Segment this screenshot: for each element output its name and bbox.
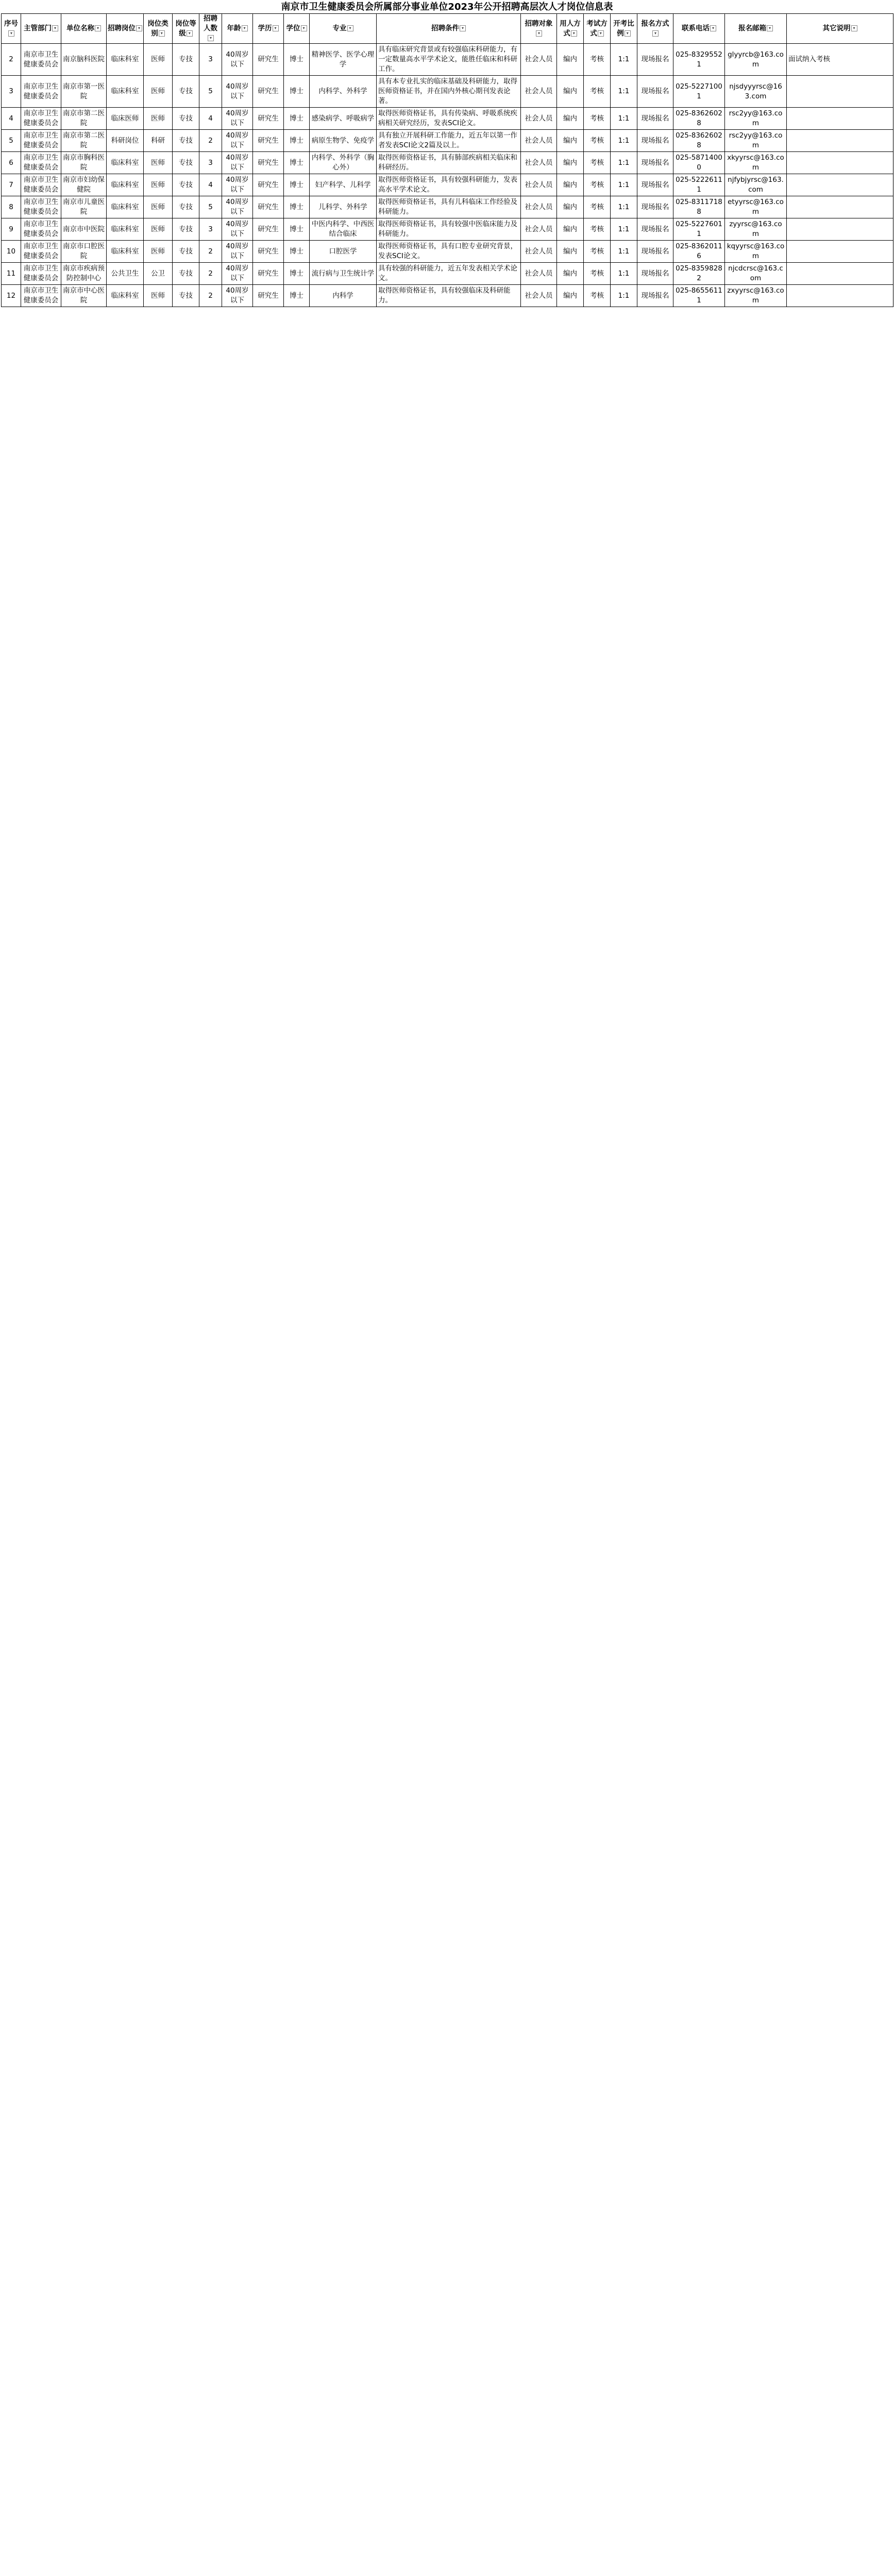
- column-header[interactable]: [521, 14, 557, 44]
- table-cell: 40周岁以下: [222, 108, 253, 130]
- table-cell: 取得医师资格证书，具有肺部疾病相关临床和科研经历。: [377, 152, 521, 174]
- table-cell: 40周岁以下: [222, 196, 253, 218]
- table-cell: 取得医师资格证书，具有较强临床及科研能力。: [377, 285, 521, 307]
- table-cell: 1:1: [611, 285, 637, 307]
- table-cell: 考核: [584, 44, 611, 76]
- table-cell: 025-83620116: [673, 241, 725, 263]
- table-cell: 专技: [173, 108, 199, 130]
- table-cell: 现场报名: [637, 285, 673, 307]
- table-cell: 1:1: [611, 174, 637, 196]
- table-cell: 临床医师: [107, 108, 144, 130]
- table-cell: 中医内科学、中西医结合临床: [310, 218, 377, 241]
- table-cell: 2: [199, 241, 222, 263]
- table-cell: 取得医师资格证书，具有传染病、呼吸系统疾病相关研究经历，发表SCI论文。: [377, 108, 521, 130]
- table-cell: 医师: [144, 174, 173, 196]
- table-cell: 博士: [284, 285, 310, 307]
- table-cell: 南京市卫生健康委员会: [21, 174, 61, 196]
- table-cell: 6: [2, 152, 21, 174]
- table-cell: 南京市卫生健康委员会: [21, 44, 61, 76]
- table-cell: 南京市疾病预防控制中心: [61, 263, 107, 285]
- table-row: [2, 241, 893, 263]
- table-cell: 具有独立开展科研工作能力，近五年以第一作者发表SCI论文2篇及以上。: [377, 130, 521, 152]
- table-cell: 2: [2, 44, 21, 76]
- table-cell: 10: [2, 241, 21, 263]
- table-cell: 内科学、外科学: [310, 76, 377, 108]
- table-cell: 7: [2, 174, 21, 196]
- table-row: [2, 130, 893, 152]
- column-header[interactable]: [144, 14, 173, 44]
- table-row: [2, 174, 893, 196]
- column-header[interactable]: [61, 14, 107, 44]
- table-cell: 南京市第一医院: [61, 76, 107, 108]
- table-cell: 医师: [144, 108, 173, 130]
- table-cell: 40周岁以下: [222, 130, 253, 152]
- table-cell: 编内: [557, 196, 584, 218]
- table-cell: [787, 196, 893, 218]
- column-header-label: 考试方式: [586, 19, 608, 38]
- table-cell: njsdyyyrsc@163.com: [725, 76, 787, 108]
- table-cell: 现场报名: [637, 196, 673, 218]
- table-cell: 具有本专业扎实的临床基础及科研能力，取得医师资格证书，并在国内外核心期刊发表论著。: [377, 76, 521, 108]
- table-cell: 5: [199, 196, 222, 218]
- table-cell: 临床科室: [107, 174, 144, 196]
- table-cell: 40周岁以下: [222, 174, 253, 196]
- table-cell: 南京市卫生健康委员会: [21, 218, 61, 241]
- table-cell: 考核: [584, 130, 611, 152]
- table-cell: 内科学、外科学（胸心外）: [310, 152, 377, 174]
- table-cell: 研究生: [253, 174, 284, 196]
- table-row: [2, 285, 893, 307]
- table-cell: 专技: [173, 152, 199, 174]
- table-cell: 研究生: [253, 130, 284, 152]
- table-cell: 博士: [284, 152, 310, 174]
- table-cell: zxyyrsc@163.com: [725, 285, 787, 307]
- table-cell: 南京市卫生健康委员会: [21, 108, 61, 130]
- column-header[interactable]: [199, 14, 222, 44]
- table-cell: 医师: [144, 285, 173, 307]
- column-header-label: 学位: [286, 24, 300, 32]
- table-cell: 面试纳入考核: [787, 44, 893, 76]
- column-header[interactable]: [725, 14, 787, 44]
- column-header-label: 开考比例: [613, 19, 634, 38]
- table-cell: 南京市卫生健康委员会: [21, 285, 61, 307]
- table-cell: 5: [2, 130, 21, 152]
- table-cell: 流行病与卫生统计学: [310, 263, 377, 285]
- table-cell: 现场报名: [637, 152, 673, 174]
- table-cell: 内科学: [310, 285, 377, 307]
- table-cell: 南京市卫生健康委员会: [21, 130, 61, 152]
- table-cell: 南京市儿童医院: [61, 196, 107, 218]
- table-cell: 社会人员: [521, 76, 557, 108]
- table-cell: 025-52226111: [673, 174, 725, 196]
- table-cell: 3: [2, 76, 21, 108]
- table-cell: 博士: [284, 108, 310, 130]
- filter-dropdown-icon[interactable]: ▾: [710, 25, 716, 31]
- table-cell: 3: [199, 218, 222, 241]
- table-cell: 专技: [173, 241, 199, 263]
- table-cell: 临床科室: [107, 218, 144, 241]
- table-row: [2, 196, 893, 218]
- table-cell: 临床科室: [107, 76, 144, 108]
- table-cell: 1:1: [611, 152, 637, 174]
- table-cell: 博士: [284, 196, 310, 218]
- table-row: [2, 44, 893, 76]
- table-cell: 现场报名: [637, 218, 673, 241]
- table-cell: 口腔医学: [310, 241, 377, 263]
- table-cell: 编内: [557, 130, 584, 152]
- table-cell: [787, 218, 893, 241]
- column-header[interactable]: [557, 14, 584, 44]
- table-cell: 医师: [144, 218, 173, 241]
- table-cell: 研究生: [253, 44, 284, 76]
- table-cell: [787, 130, 893, 152]
- table-cell: 具有临床研究背景或有较强临床科研能力，有一定数量高水平学术论文，能胜任临床和科研工作。: [377, 44, 521, 76]
- table-cell: 儿科学、外科学: [310, 196, 377, 218]
- table-cell: 研究生: [253, 76, 284, 108]
- column-header-label: 用人方式: [560, 19, 581, 38]
- filter-dropdown-icon[interactable]: ▾: [851, 25, 857, 31]
- table-cell: 南京市卫生健康委员会: [21, 241, 61, 263]
- table-cell: 博士: [284, 218, 310, 241]
- table-cell: 025-83598282: [673, 263, 725, 285]
- column-header[interactable]: [637, 14, 673, 44]
- table-cell: 40周岁以下: [222, 76, 253, 108]
- filter-dropdown-icon[interactable]: ▾: [273, 25, 279, 31]
- table-cell: 025-58714000: [673, 152, 725, 174]
- column-header[interactable]: [284, 14, 310, 44]
- table-cell: 3: [199, 44, 222, 76]
- table-cell: 考核: [584, 174, 611, 196]
- filter-dropdown-icon[interactable]: ▾: [652, 30, 659, 37]
- table-cell: 现场报名: [637, 44, 673, 76]
- table-cell: 3: [199, 152, 222, 174]
- column-header-label: 招聘对象: [525, 19, 553, 28]
- table-cell: 编内: [557, 44, 584, 76]
- table-cell: rsc2yy@163.com: [725, 108, 787, 130]
- table-cell: 考核: [584, 76, 611, 108]
- column-header-label: 招聘岗位: [108, 24, 136, 32]
- table-cell: 博士: [284, 263, 310, 285]
- column-header[interactable]: [611, 14, 637, 44]
- table-cell: 博士: [284, 241, 310, 263]
- filter-dropdown-icon[interactable]: ▾: [8, 30, 14, 37]
- table-cell: 南京市卫生健康委员会: [21, 263, 61, 285]
- column-header[interactable]: [222, 14, 253, 44]
- column-header-label: 报名方式: [641, 19, 669, 28]
- table-cell: 编内: [557, 108, 584, 130]
- table-cell: 12: [2, 285, 21, 307]
- table-cell: 专技: [173, 196, 199, 218]
- table-cell: 40周岁以下: [222, 263, 253, 285]
- table-cell: 南京市第二医院: [61, 130, 107, 152]
- table-cell: kqyyrsc@163.com: [725, 241, 787, 263]
- column-header-label: 其它说明: [822, 24, 851, 32]
- table-row: [2, 152, 893, 174]
- table-cell: 编内: [557, 285, 584, 307]
- table-cell: 编内: [557, 76, 584, 108]
- header-row: [2, 14, 893, 44]
- table-cell: 4: [199, 174, 222, 196]
- table-cell: 025-83626028: [673, 108, 725, 130]
- table-cell: 研究生: [253, 108, 284, 130]
- table-cell: 考核: [584, 196, 611, 218]
- table-cell: 取得医师资格证书，具有较强中医临床能力及科研能力。: [377, 218, 521, 241]
- table-cell: 病原生物学、免疫学: [310, 130, 377, 152]
- filter-dropdown-icon[interactable]: ▾: [208, 35, 214, 41]
- table-cell: 临床科室: [107, 241, 144, 263]
- column-header[interactable]: [107, 14, 144, 44]
- table-cell: 感染病学、呼吸病学: [310, 108, 377, 130]
- column-header[interactable]: [787, 14, 893, 44]
- table-cell: [787, 152, 893, 174]
- column-header-label: 年龄: [227, 24, 241, 32]
- filter-dropdown-icon[interactable]: ▾: [571, 30, 577, 37]
- filter-dropdown-icon[interactable]: ▾: [767, 25, 773, 31]
- table-cell: zyyrsc@163.com: [725, 218, 787, 241]
- table-cell: 40周岁以下: [222, 152, 253, 174]
- table-cell: [787, 108, 893, 130]
- table-body: [2, 44, 893, 307]
- table-cell: 南京市妇幼保健院: [61, 174, 107, 196]
- table-cell: 现场报名: [637, 76, 673, 108]
- column-header[interactable]: [173, 14, 199, 44]
- table-cell: 公共卫生: [107, 263, 144, 285]
- table-cell: 南京脑科医院: [61, 44, 107, 76]
- table-cell: 1:1: [611, 196, 637, 218]
- table-cell: 医师: [144, 152, 173, 174]
- filter-dropdown-icon[interactable]: ▾: [347, 25, 353, 31]
- filter-dropdown-icon[interactable]: ▾: [95, 25, 101, 31]
- column-header-label: 招聘条件: [431, 24, 459, 32]
- table-cell: 40周岁以下: [222, 241, 253, 263]
- filter-dropdown-icon[interactable]: ▾: [598, 30, 604, 37]
- table-cell: 南京市口腔医院: [61, 241, 107, 263]
- table-cell: 研究生: [253, 152, 284, 174]
- filter-dropdown-icon[interactable]: ▾: [625, 30, 631, 37]
- table-cell: 考核: [584, 285, 611, 307]
- table-cell: 025-83295521: [673, 44, 725, 76]
- table-cell: 妇产科学、儿科学: [310, 174, 377, 196]
- column-header[interactable]: [2, 14, 21, 44]
- table-cell: 医师: [144, 196, 173, 218]
- column-header-label: 岗位类别: [147, 19, 168, 38]
- table-cell: 考核: [584, 241, 611, 263]
- table-cell: 专技: [173, 44, 199, 76]
- table-cell: glyyrcb@163.com: [725, 44, 787, 76]
- table-cell: 社会人员: [521, 152, 557, 174]
- table-cell: 博士: [284, 44, 310, 76]
- table-cell: 专技: [173, 76, 199, 108]
- filter-dropdown-icon[interactable]: ▾: [136, 25, 142, 31]
- table-cell: 社会人员: [521, 130, 557, 152]
- table-cell: 南京市卫生健康委员会: [21, 76, 61, 108]
- table-cell: 考核: [584, 263, 611, 285]
- table-cell: 编内: [557, 152, 584, 174]
- column-header[interactable]: [310, 14, 377, 44]
- table-row: [2, 76, 893, 108]
- table-cell: 社会人员: [521, 285, 557, 307]
- table-cell: 考核: [584, 218, 611, 241]
- column-header[interactable]: [584, 14, 611, 44]
- table-cell: 博士: [284, 76, 310, 108]
- table-cell: 医师: [144, 44, 173, 76]
- table-cell: 精神医学、医学心理学: [310, 44, 377, 76]
- filter-dropdown-icon[interactable]: ▾: [52, 25, 58, 31]
- table-cell: 社会人员: [521, 44, 557, 76]
- filter-dropdown-icon[interactable]: ▾: [536, 30, 542, 37]
- table-cell: 医师: [144, 241, 173, 263]
- column-header[interactable]: [673, 14, 725, 44]
- table-cell: 1:1: [611, 241, 637, 263]
- table-cell: 专技: [173, 263, 199, 285]
- table-cell: [787, 76, 893, 108]
- table-cell: 1:1: [611, 130, 637, 152]
- table-cell: 南京市卫生健康委员会: [21, 152, 61, 174]
- table-cell: njfybjyrsc@163.com: [725, 174, 787, 196]
- table-cell: 2: [199, 130, 222, 152]
- table-cell: 社会人员: [521, 263, 557, 285]
- table-cell: 社会人员: [521, 174, 557, 196]
- table-cell: 2: [199, 263, 222, 285]
- filter-dropdown-icon[interactable]: ▾: [159, 30, 165, 37]
- table-cell: 南京市中医院: [61, 218, 107, 241]
- table-cell: 025-52276011: [673, 218, 725, 241]
- table-cell: 研究生: [253, 241, 284, 263]
- filter-dropdown-icon[interactable]: ▾: [242, 25, 248, 31]
- table-cell: xkyyrsc@163.com: [725, 152, 787, 174]
- column-header[interactable]: [253, 14, 284, 44]
- table-cell: 社会人员: [521, 218, 557, 241]
- column-header-label: 联系电话: [682, 24, 710, 32]
- table-cell: 025-52271001: [673, 76, 725, 108]
- table-cell: 考核: [584, 108, 611, 130]
- table-cell: 现场报名: [637, 130, 673, 152]
- table-cell: [787, 241, 893, 263]
- table-cell: etyyrsc@163.com: [725, 196, 787, 218]
- column-header[interactable]: [377, 14, 521, 44]
- table-cell: 临床科室: [107, 44, 144, 76]
- table-row: [2, 263, 893, 285]
- column-header[interactable]: [21, 14, 61, 44]
- table-cell: 南京市胸科医院: [61, 152, 107, 174]
- table-cell: 取得医师资格证书，具有儿科临床工作经验及科研能力。: [377, 196, 521, 218]
- table-cell: 具有较强的科研能力，近五年发表相关学术论文。: [377, 263, 521, 285]
- table-cell: 1:1: [611, 76, 637, 108]
- table-cell: 博士: [284, 174, 310, 196]
- table-cell: 社会人员: [521, 241, 557, 263]
- table-cell: 8: [2, 196, 21, 218]
- table-cell: 11: [2, 263, 21, 285]
- table-cell: 40周岁以下: [222, 285, 253, 307]
- table-cell: 南京市中心医院: [61, 285, 107, 307]
- table-cell: 南京市第二医院: [61, 108, 107, 130]
- table-cell: njcdcrsc@163.com: [725, 263, 787, 285]
- table-row: [2, 218, 893, 241]
- table-cell: 博士: [284, 130, 310, 152]
- table-cell: 专技: [173, 174, 199, 196]
- column-header-label: 招聘人数: [204, 14, 217, 32]
- table-cell: rsc2yy@163.com: [725, 130, 787, 152]
- column-header-label: 学历: [258, 24, 272, 32]
- table-cell: 4: [2, 108, 21, 130]
- page-title: 南京市卫生健康委员会所属部分事业单位2023年公开招聘高层次人才岗位信息表: [281, 2, 613, 12]
- table-cell: 编内: [557, 263, 584, 285]
- table-cell: 取得医师资格证书，具有口腔专业研究背景，发表SCI论文。: [377, 241, 521, 263]
- table-cell: 40周岁以下: [222, 44, 253, 76]
- table-cell: 现场报名: [637, 241, 673, 263]
- table-cell: 1:1: [611, 44, 637, 76]
- table-cell: 现场报名: [637, 108, 673, 130]
- table-cell: 考核: [584, 152, 611, 174]
- table-cell: [787, 285, 893, 307]
- table-cell: 公卫: [144, 263, 173, 285]
- table-cell: 9: [2, 218, 21, 241]
- table-cell: 025-83626028: [673, 130, 725, 152]
- table-cell: 南京市卫生健康委员会: [21, 196, 61, 218]
- column-header-label: 报名邮箱: [738, 24, 766, 32]
- column-header-label: 专业: [332, 24, 347, 32]
- table-cell: 科研: [144, 130, 173, 152]
- table-cell: 专技: [173, 130, 199, 152]
- filter-dropdown-icon[interactable]: ▾: [187, 30, 193, 37]
- table-cell: 025-83117188: [673, 196, 725, 218]
- filter-dropdown-icon[interactable]: ▾: [460, 25, 466, 31]
- table-cell: 4: [199, 108, 222, 130]
- table-cell: 现场报名: [637, 263, 673, 285]
- table-cell: 医师: [144, 76, 173, 108]
- table-cell: 40周岁以下: [222, 218, 253, 241]
- table-cell: 1:1: [611, 218, 637, 241]
- table-cell: 科研岗位: [107, 130, 144, 152]
- table-cell: 现场报名: [637, 174, 673, 196]
- table-cell: 编内: [557, 218, 584, 241]
- column-header-label: 单位名称: [66, 24, 94, 32]
- table-cell: 1:1: [611, 263, 637, 285]
- table-cell: 取得医师资格证书，具有较强科研能力，发表高水平学术论文。: [377, 174, 521, 196]
- table-cell: 5: [199, 76, 222, 108]
- table-cell: 025-86556111: [673, 285, 725, 307]
- table-cell: 研究生: [253, 263, 284, 285]
- column-header-label: 岗位等级: [175, 19, 196, 38]
- table-cell: 临床科室: [107, 285, 144, 307]
- table-cell: [787, 174, 893, 196]
- filter-dropdown-icon[interactable]: ▾: [301, 25, 307, 31]
- table-cell: 1:1: [611, 108, 637, 130]
- table-cell: 社会人员: [521, 108, 557, 130]
- table-cell: 研究生: [253, 196, 284, 218]
- table-cell: 临床科室: [107, 152, 144, 174]
- table-cell: 2: [199, 285, 222, 307]
- table-cell: 研究生: [253, 218, 284, 241]
- table-cell: [787, 263, 893, 285]
- table-cell: 社会人员: [521, 196, 557, 218]
- table-cell: 编内: [557, 174, 584, 196]
- table-cell: 专技: [173, 285, 199, 307]
- column-header-label: 主管部门: [24, 24, 52, 32]
- table-row: [2, 108, 893, 130]
- column-header-label: 序号: [4, 19, 18, 28]
- table-cell: 研究生: [253, 285, 284, 307]
- table-cell: 编内: [557, 241, 584, 263]
- table-cell: 专技: [173, 218, 199, 241]
- job-table: [1, 13, 893, 307]
- table-cell: 临床科室: [107, 196, 144, 218]
